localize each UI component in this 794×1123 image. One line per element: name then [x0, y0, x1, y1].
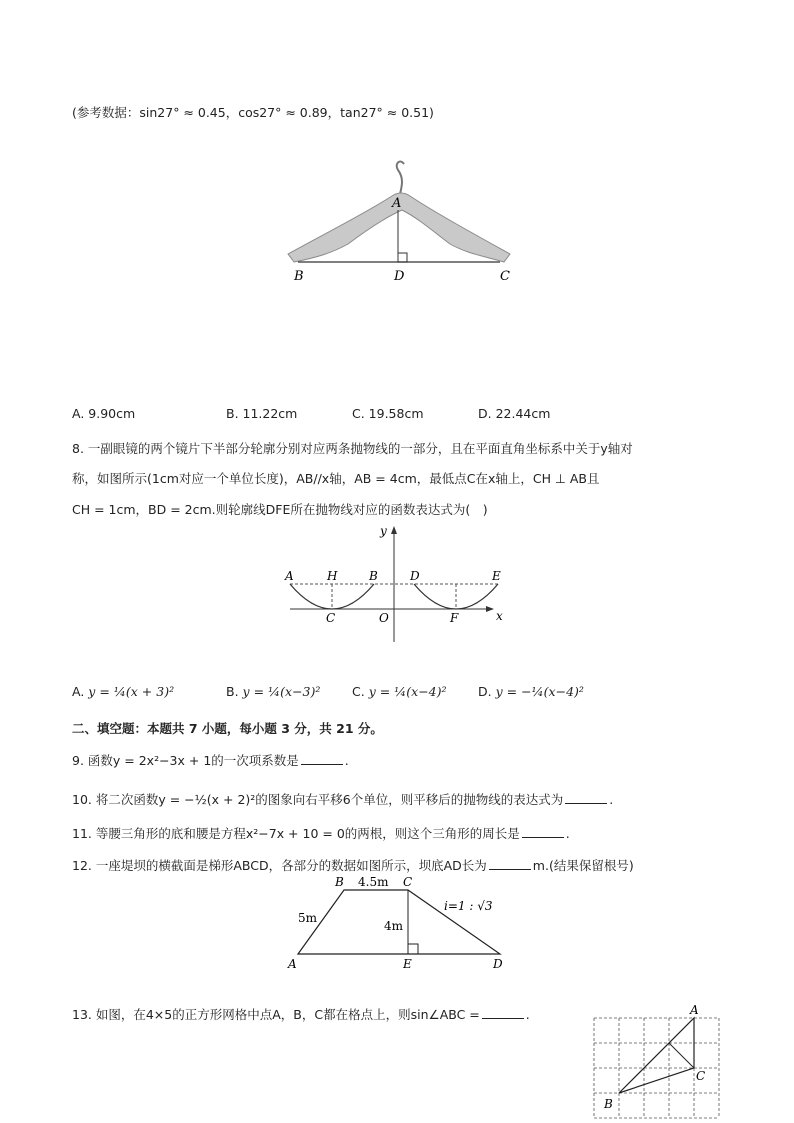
graph-label-b: B [369, 569, 378, 583]
trap-label-slope: i=1 : √3 [444, 899, 493, 913]
graph-label-a: A [285, 569, 294, 583]
grid-figure [586, 1000, 726, 1123]
q8-option-d-prefix: D. [478, 684, 492, 699]
hanger-label-c: C [500, 269, 510, 284]
q7-option-a: A. 9.90cm [72, 406, 136, 421]
graph-label-e: E [492, 569, 501, 583]
trap-label-top: 4.5m [358, 875, 389, 889]
q13-answer-blank[interactable] [482, 1006, 524, 1019]
q9-end: . [344, 753, 349, 768]
q9-answer-blank[interactable] [301, 752, 343, 765]
hanger-label-b: B [294, 269, 304, 284]
q8-option-c [352, 684, 447, 699]
q8-option-a [72, 684, 174, 699]
q8-option-c-prefix: C. [352, 684, 365, 699]
glasses-graph [280, 520, 510, 650]
q8-option-a-prefix: A. [72, 684, 85, 699]
trap-label-b: B [335, 875, 344, 889]
q7-option-b: B. 11.22cm [226, 406, 298, 421]
q11 [72, 824, 570, 842]
graph-label-d: D [410, 569, 420, 583]
reference-data: (参考数据：sin27° ≈ 0.45，cos27° ≈ 0.89，tan27° ≈ 0.51) [72, 105, 434, 120]
grid-label-a: A [690, 1003, 699, 1017]
hanger-label-a: A [392, 196, 402, 211]
q11-answer-blank[interactable] [522, 825, 564, 838]
trap-label-d: D [493, 957, 503, 971]
q8-text-line3: CH = 1cm，BD = 2cm.则轮廓线DFE所在抛物线对应的函数表达式为( ) [72, 502, 488, 517]
graph-label-h: H [327, 569, 338, 583]
hanger-label-d: D [394, 269, 405, 284]
graph-label-y: y [380, 524, 387, 538]
graph-label-x: x [496, 609, 503, 623]
section-2-heading: 二、填空题：本题共 7 小题，每小题 3 分，共 21 分。 [72, 721, 383, 736]
trap-label-c: C [403, 875, 413, 889]
trap-label-height: 4m [384, 919, 404, 933]
q10-end: . [609, 792, 614, 807]
q9-text: 9. 函数y = 2x²−3x + 1的一次项系数是 [72, 753, 299, 768]
q12-text: 12. 一座堤坝的横截面是梯形ABCD，各部分的数据如图所示，坝底AD长为 [72, 858, 487, 873]
q13 [72, 1005, 530, 1023]
graph-label-c: C [326, 611, 336, 625]
q8-option-b [226, 684, 320, 699]
q12-end: m.(结果保留根号) [532, 858, 634, 873]
q11-end: . [565, 826, 570, 841]
q9 [72, 751, 349, 769]
trapezoid-figure [280, 874, 516, 974]
q12 [72, 856, 634, 874]
trap-label-left: 5m [298, 911, 318, 925]
q8-option-c-expr: y = ¼(x−4)² [368, 684, 447, 699]
trap-label-a: A [288, 957, 297, 971]
q10-answer-blank[interactable] [565, 791, 607, 804]
q13-text: 13. 如图，在4×5的正方形网格中点A，B，C都在格点上，则sin∠ABC = [72, 1007, 480, 1022]
q10 [72, 790, 613, 808]
q10-text: 10. 将二次函数y = −½(x + 2)²的图象向右平移6个单位，则平移后的抛物线的表达式为 [72, 792, 564, 807]
q8-option-d [478, 684, 584, 699]
trap-label-e: E [403, 957, 412, 971]
grid-label-b: B [604, 1097, 613, 1111]
q11-text: 11. 等腰三角形的底和腰是方程x²−7x + 10 = 0的两根，则这个三角形的周长是 [72, 826, 520, 841]
q7-option-d: D. 22.44cm [478, 406, 551, 421]
hanger-figure [284, 156, 514, 286]
q8-text-line1: 8. 一副眼镜的两个镜片下半部分轮廓分别对应两条抛物线的一部分，且在平面直角坐标系中关于y轴对 [72, 441, 633, 456]
q13-end: . [525, 1007, 530, 1022]
q8-option-b-expr: y = ¼(x−3)² [242, 684, 321, 699]
q7-option-c: C. 19.58cm [352, 406, 424, 421]
graph-label-o: O [379, 611, 389, 625]
grid-label-c: C [696, 1069, 706, 1083]
q8-option-a-expr: y = ¼(x + 3)² [88, 684, 175, 699]
q8-option-b-prefix: B. [226, 684, 239, 699]
q8-option-d-expr: y = −¼(x−4)² [495, 684, 584, 699]
graph-label-f: F [450, 611, 459, 625]
q8-text-line2: 称，如图所示(1cm对应一个单位长度)，AB//x轴，AB = 4cm，最低点C在x轴上，CH ⊥ AB且 [72, 471, 600, 486]
q12-answer-blank[interactable] [489, 857, 531, 870]
